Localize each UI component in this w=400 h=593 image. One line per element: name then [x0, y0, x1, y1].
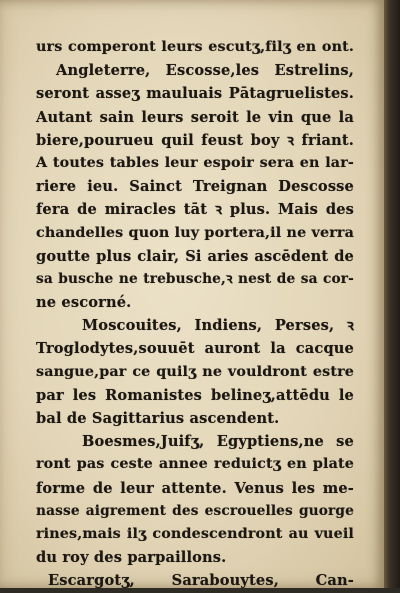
text-line: seront asseʒ mauluais Pātagruelistes.: [36, 85, 354, 103]
text-line: bal de Sagittarius ascendent.: [36, 410, 280, 427]
text-line: ront pas ceste annee reduictʒ en plate: [36, 456, 354, 473]
text-line: riere ieu. Sainct Treignan Descosse: [36, 178, 354, 196]
text-line: Boesmes,Juifʒ, Egyptiens,ne se: [82, 433, 354, 451]
text-line: ne escorné.: [36, 294, 132, 312]
text-line: Troglodytes,souuēt auront la cacque: [36, 340, 354, 358]
text-line: forme de leur attente. Venus les me-: [36, 479, 354, 497]
text-line: nasse aigrement des escrouelles guorge: [36, 502, 354, 519]
text-line: goutte plus clair, Si aries ascēdent de: [36, 247, 354, 265]
text-line: du roy des parpaillons.: [36, 549, 227, 567]
book-gutter: [384, 0, 400, 588]
text-line: Autant sain leurs seroit le vin que la: [36, 108, 354, 126]
text-line: Moscouites, Indiens, Perses, ꝛ: [82, 317, 354, 335]
text-line: Angleterre, Escosse,les Estrelins,: [56, 62, 354, 80]
text-line: Escargotʒ, Sarabouytes, Can-: [48, 572, 354, 590]
text-line: par les Romanistes belineʒ,attēdu le: [36, 386, 354, 404]
text-line: A toutes tables leur espoir sera en lar-: [36, 154, 354, 171]
text-line: fera de miracles tāt ꝛ plus. Mais des: [36, 201, 354, 219]
page-text: [36, 36, 354, 593]
text-line: sa busche ne trebusche,ꝛ nest de sa cor-: [36, 270, 354, 287]
text-line: rines,mais ilʒ condescendront au vueil: [36, 525, 354, 542]
text-line: sangue,par ce quilʒ ne vouldront estre: [36, 363, 354, 380]
text-line: biere,pourueu quil feust boy ꝛ friant.: [36, 131, 354, 149]
text-line: chandelles quon luy portera,il ne verra: [36, 224, 354, 241]
text-line: urs comperont leurs escutʒ,filʒ en ont.: [36, 39, 354, 55]
